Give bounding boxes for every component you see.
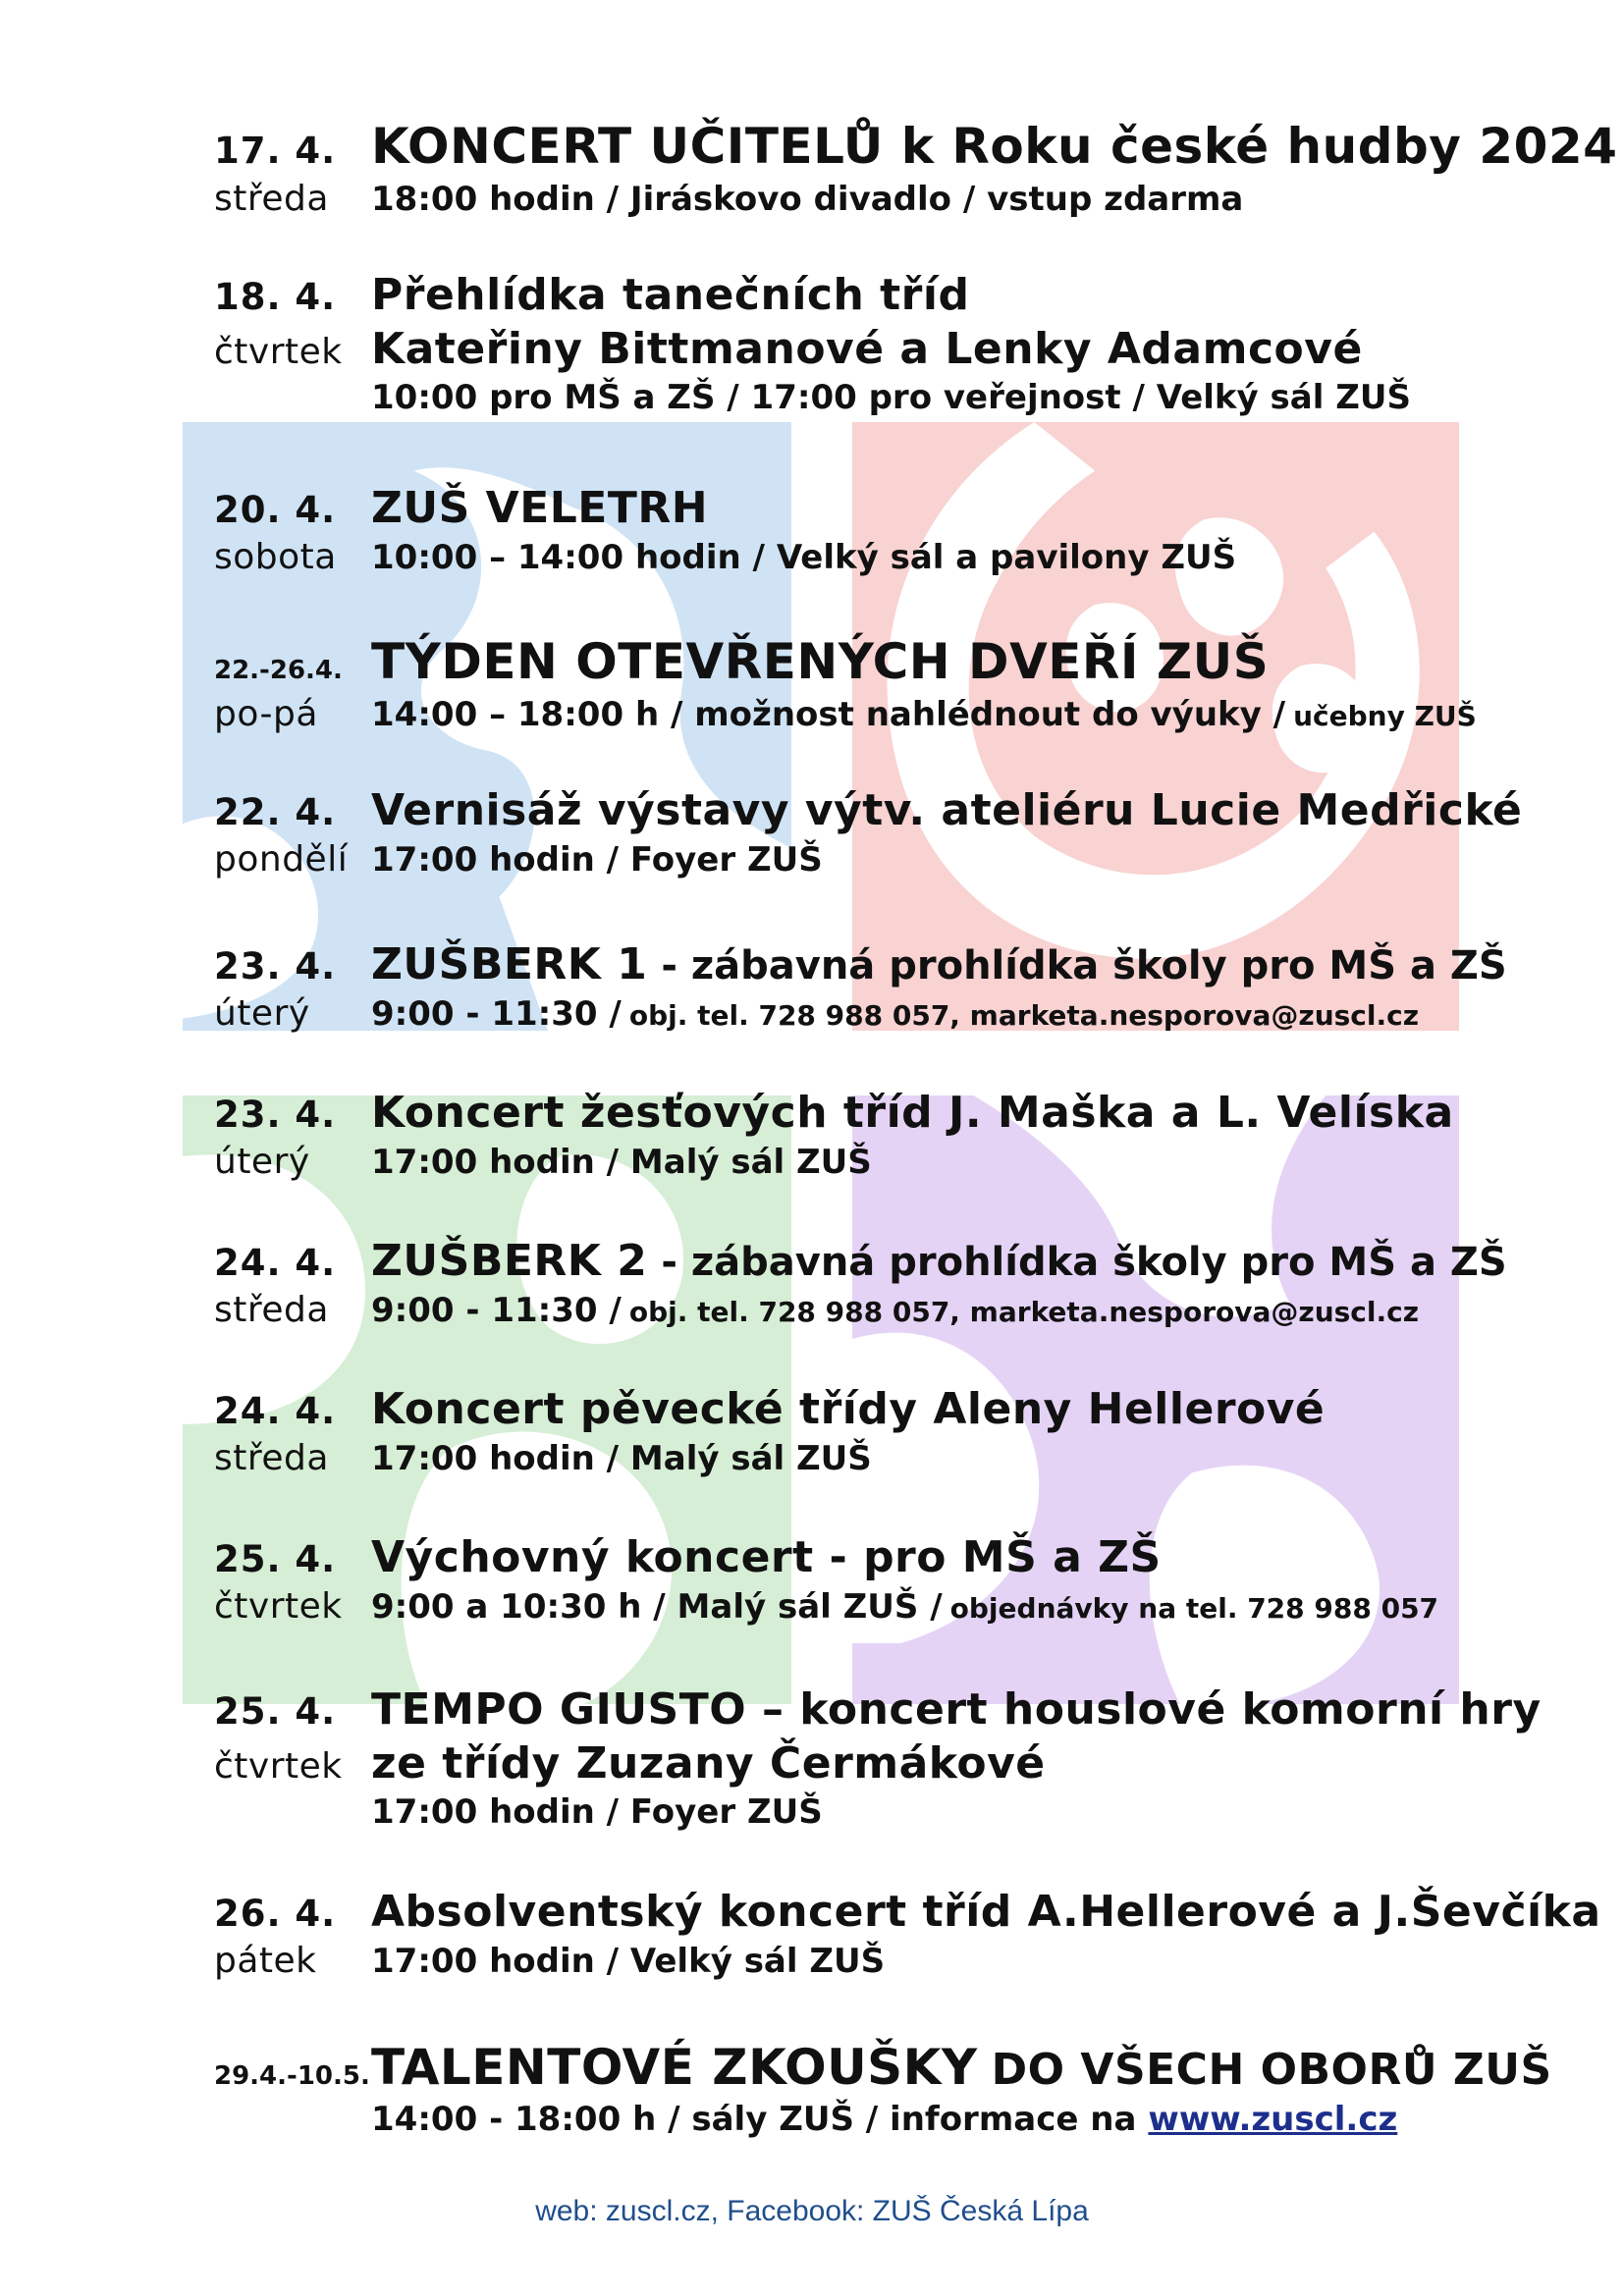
event-item xyxy=(214,1088,1608,1182)
event-date: 29.4.-10.5. xyxy=(214,2061,370,2091)
event-date: 20. 4. xyxy=(214,489,337,531)
event-title: Koncert žesťových tříd J. Maška a L. Velíska xyxy=(371,1088,1454,1138)
event-details: 10:00 pro MŠ a ZŠ / 17:00 pro veřejnost / Velký sál ZUŠ xyxy=(371,378,1411,417)
event-item xyxy=(214,1384,1608,1478)
event-day: po-pá xyxy=(214,694,318,734)
event-title: TÝDEN OTEVŘENÝCH DVEŘÍ ZUŠ xyxy=(371,633,1270,690)
event-item xyxy=(214,2039,1608,2139)
event-title: KONCERT UČITELŮ k Roku české hudby 2024 xyxy=(371,118,1618,175)
event-details-small: objednávky na tel. 728 988 057 xyxy=(949,1592,1439,1625)
event-item xyxy=(214,483,1608,577)
event-item xyxy=(214,939,1608,1034)
event-date: 24. 4. xyxy=(214,1390,337,1432)
event-date: 22. 4. xyxy=(214,791,337,833)
event-title-rest: - zábavná prohlídka školy pro MŠ a ZŠ xyxy=(661,1240,1507,1285)
event-details: 14:00 – 18:00 h / možnost nahlédnout do výuky / xyxy=(371,695,1286,734)
event-day: pondělí xyxy=(214,839,349,880)
event-item xyxy=(214,270,1608,417)
event-day: středa xyxy=(214,1438,329,1478)
event-day: sobota xyxy=(214,537,337,577)
event-item xyxy=(214,1532,1608,1627)
event-details-small: učebny ZUŠ xyxy=(1293,700,1477,732)
event-day: středa xyxy=(214,1290,329,1330)
event-details: 9:00 a 10:30 h / Malý sál ZUŠ / xyxy=(371,1587,943,1627)
event-title: Přehlídka tanečních tříd xyxy=(371,270,970,320)
event-details: 17:00 hodin / Malý sál ZUŠ xyxy=(371,1439,872,1478)
event-date: 26. 4. xyxy=(214,1893,337,1935)
event-title: Vernisáž výstavy výtv. ateliéru Lucie Medřické xyxy=(371,785,1523,835)
event-title: TEMPO GIUSTO – koncert houslové komorní hry xyxy=(371,1684,1542,1735)
footer-contact: web: zuscl.cz, Facebook: ZUŠ Česká Lípa xyxy=(535,2195,1089,2227)
event-day: čtvrtek xyxy=(214,332,343,372)
event-details: 18:00 hodin / Jiráskovo divadlo / vstup zdarma xyxy=(371,180,1244,219)
event-title: Výchovný koncert - pro MŠ a ZŠ xyxy=(371,1532,1162,1582)
event-item xyxy=(214,1684,1608,1832)
event-date: 25. 4. xyxy=(214,1690,337,1733)
event-date: 18. 4. xyxy=(214,276,337,318)
event-item xyxy=(214,1887,1608,1981)
event-item xyxy=(214,633,1608,734)
event-date: 23. 4. xyxy=(214,945,337,988)
event-date: 17. 4. xyxy=(214,130,337,172)
event-title-line2: ze třídy Zuzany Čermákové xyxy=(371,1738,1046,1789)
event-title-rest: DO VŠECH OBORŮ ZUŠ xyxy=(991,2045,1552,2095)
event-title-line2: Kateřiny Bittmanové a Lenky Adamcové xyxy=(371,324,1363,374)
event-date: 24. 4. xyxy=(214,1242,337,1284)
event-title: ZUŠBERK 1 xyxy=(371,939,648,989)
event-day: úterý xyxy=(214,1142,310,1182)
event-item xyxy=(214,785,1608,880)
event-details: 9:00 - 11:30 / xyxy=(371,1291,622,1330)
event-title: Koncert pěvecké třídy Aleny Hellerové xyxy=(371,1384,1326,1434)
event-day: čtvrtek xyxy=(214,1746,343,1787)
event-title: ZUŠBERK 2 xyxy=(371,1236,648,1286)
event-date: 25. 4. xyxy=(214,1538,337,1580)
event-details: 10:00 – 14:00 hodin / Velký sál a pavilony ZUŠ xyxy=(371,538,1237,577)
event-day: úterý xyxy=(214,993,310,1034)
event-details-small: obj. tel. 728 988 057, marketa.nesporova@zuscl.cz xyxy=(628,1296,1420,1328)
event-details: 17:00 hodin / Foyer ZUŠ xyxy=(371,1792,823,1832)
event-title-rest: - zábavná prohlídka školy pro MŠ a ZŠ xyxy=(661,943,1507,988)
event-date: 23. 4. xyxy=(214,1094,337,1136)
event-date: 22.-26.4. xyxy=(214,656,343,685)
website-link[interactable]: www.zuscl.cz xyxy=(1148,2100,1398,2139)
event-title: TALENTOVÉ ZKOUŠKY xyxy=(371,2039,978,2096)
event-details: 17:00 hodin / Velký sál ZUŠ xyxy=(371,1942,886,1981)
event-day: čtvrtek xyxy=(214,1586,343,1627)
event-title: Absolventský koncert tříd A.Hellerové a J.Ševčíka xyxy=(371,1887,1601,1937)
event-details: 17:00 hodin / Foyer ZUŠ xyxy=(371,840,823,880)
event-item xyxy=(214,118,1618,219)
event-title: ZUŠ VELETRH xyxy=(371,483,709,533)
event-details: 14:00 - 18:00 h / sály ZUŠ / informace na xyxy=(371,2100,1137,2139)
event-day: pátek xyxy=(214,1941,317,1981)
event-details-small: obj. tel. 728 988 057, marketa.nesporova@zuscl.cz xyxy=(628,999,1420,1032)
event-day: středa xyxy=(214,179,329,219)
event-item xyxy=(214,1236,1608,1330)
event-details: 17:00 hodin / Malý sál ZUŠ xyxy=(371,1143,872,1182)
event-details: 9:00 - 11:30 / xyxy=(371,994,622,1034)
